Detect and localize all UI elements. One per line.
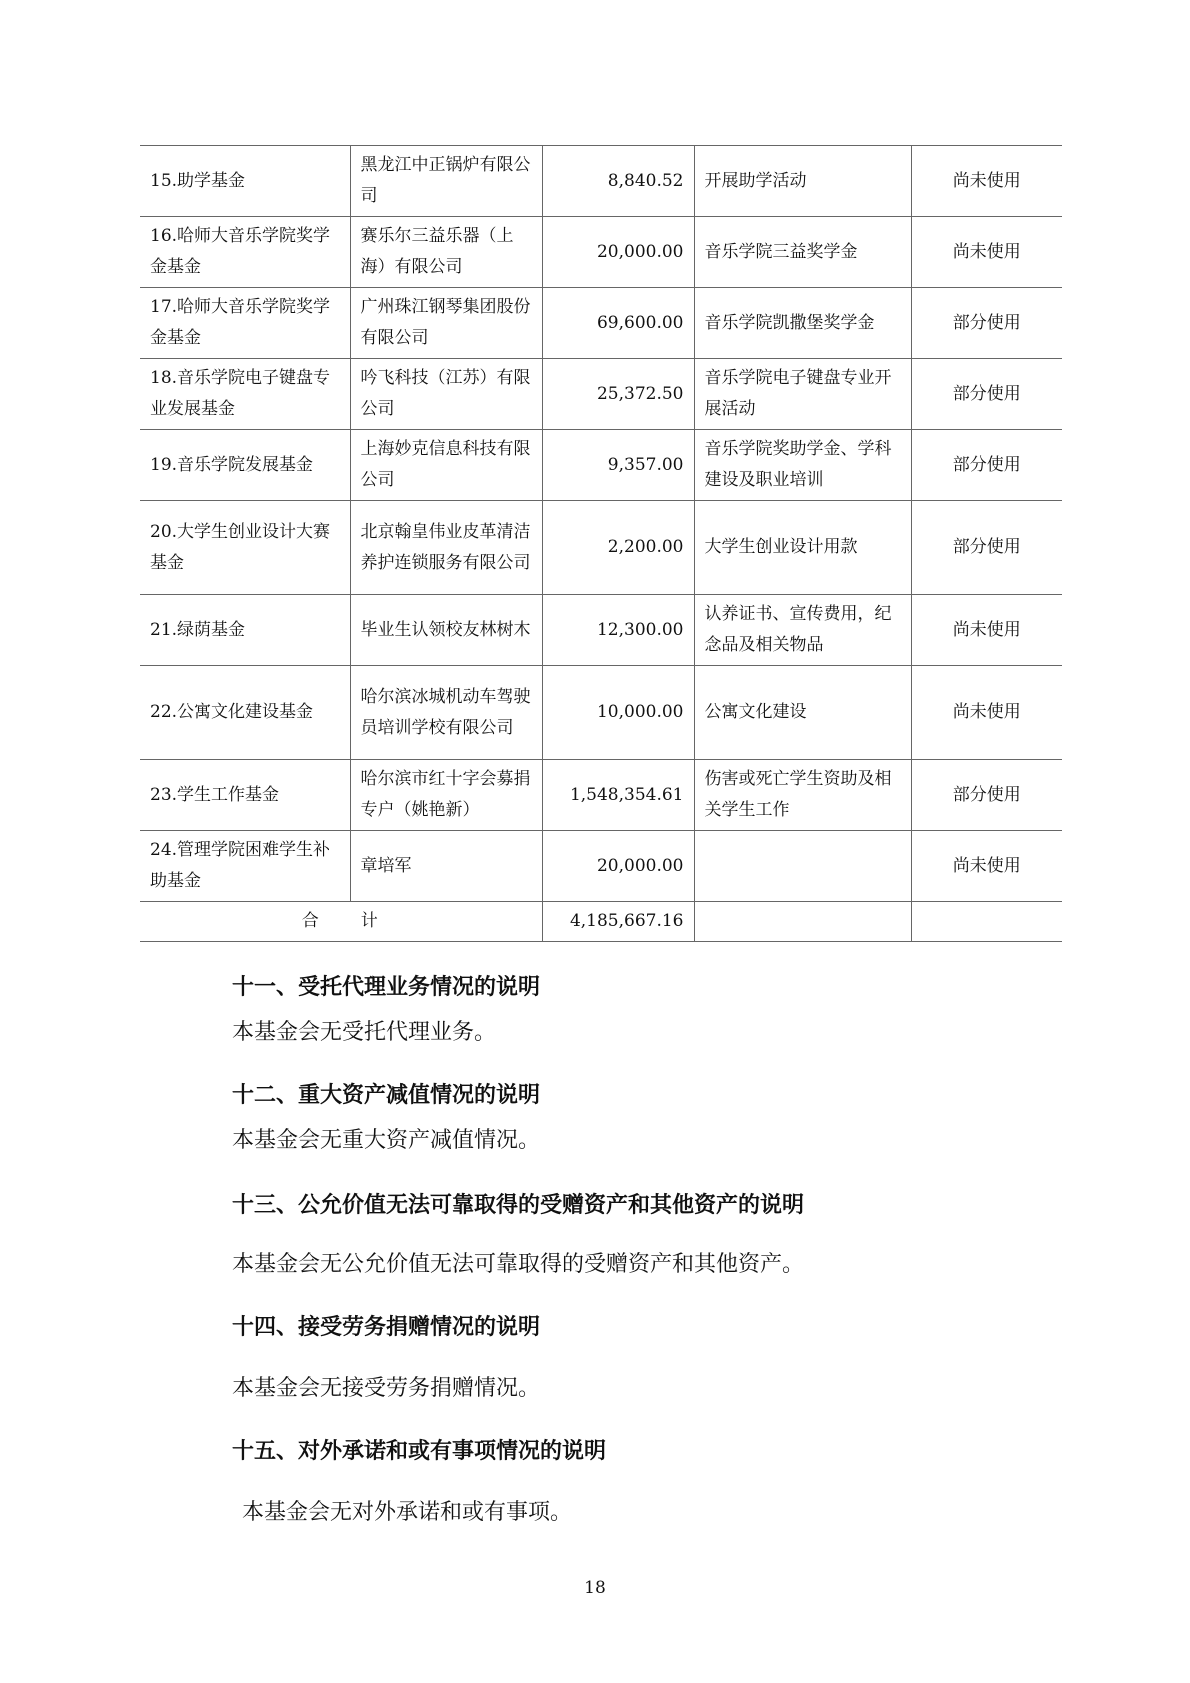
section-body: 本基金会无接受劳务捐赠情况。 — [232, 1376, 541, 1401]
amount: 12,300.00 — [542, 595, 694, 666]
usage-status: 部分使用 — [911, 430, 1062, 501]
purpose: 音乐学院凯撒堡奖学金 — [694, 288, 911, 359]
amount: 8,840.52 — [542, 146, 694, 217]
amount: 2,200.00 — [542, 501, 694, 595]
notes-sections — [232, 972, 1032, 1528]
table-row — [140, 595, 1062, 666]
fund-name: 17.哈师大音乐学院奖学金基金 — [140, 288, 350, 359]
purpose — [694, 831, 911, 902]
section-body: 本基金会无公允价值无法可靠取得的受赠资产和其他资产。 — [232, 1252, 805, 1277]
section-title: 十二、重大资产减值情况的说明 — [232, 1082, 541, 1108]
amount: 20,000.00 — [542, 831, 694, 902]
table-row — [140, 666, 1062, 760]
donor-name: 章培军 — [350, 831, 542, 902]
purpose: 认养证书、宣传费用，纪念品及相关物品 — [694, 595, 911, 666]
total-purpose-empty — [694, 902, 911, 942]
purpose: 开展助学活动 — [694, 146, 911, 217]
table-row — [140, 359, 1062, 430]
fund-name: 20.大学生创业设计大赛基金 — [140, 501, 350, 595]
usage-status: 尚未使用 — [911, 146, 1062, 217]
usage-status: 部分使用 — [911, 288, 1062, 359]
donor-name: 北京翰皇伟业皮革清洁养护连锁服务有限公司 — [350, 501, 542, 595]
purpose: 公寓文化建设 — [694, 666, 911, 760]
fund-name: 24.管理学院困难学生补助基金 — [140, 831, 350, 902]
total-row — [140, 902, 1062, 942]
donor-name: 哈尔滨市红十字会募捐专户（姚艳新） — [350, 760, 542, 831]
table-row — [140, 501, 1062, 595]
fund-name: 19.音乐学院发展基金 — [140, 430, 350, 501]
fund-name: 21.绿荫基金 — [140, 595, 350, 666]
section-body: 本基金会无对外承诺和或有事项。 — [242, 1500, 573, 1525]
fund-name: 18.音乐学院电子键盘专业发展基金 — [140, 359, 350, 430]
section-title: 十五、对外承诺和或有事项情况的说明 — [232, 1438, 607, 1464]
fund-table — [140, 145, 1062, 942]
donor-name: 上海妙克信息科技有限公司 — [350, 430, 542, 501]
table-row — [140, 217, 1062, 288]
donor-name: 吟飞科技（江苏）有限公司 — [350, 359, 542, 430]
fund-name: 16.哈师大音乐学院奖学金基金 — [140, 217, 350, 288]
donor-name: 哈尔滨冰城机动车驾驶员培训学校有限公司 — [350, 666, 542, 760]
table-row — [140, 288, 1062, 359]
section-body: 本基金会无重大资产减值情况。 — [232, 1128, 541, 1153]
section-title: 十一、受托代理业务情况的说明 — [232, 974, 541, 1000]
table-row — [140, 430, 1062, 501]
purpose: 音乐学院三益奖学金 — [694, 217, 911, 288]
donor-name: 毕业生认领校友林树木 — [350, 595, 542, 666]
total-status-empty — [911, 902, 1062, 942]
total-amount: 4,185,667.16 — [542, 902, 694, 942]
usage-status: 部分使用 — [911, 760, 1062, 831]
purpose: 大学生创业设计用款 — [694, 501, 911, 595]
usage-status: 部分使用 — [911, 359, 1062, 430]
amount: 9,357.00 — [542, 430, 694, 501]
amount: 25,372.50 — [542, 359, 694, 430]
section-title: 十四、接受劳务捐赠情况的说明 — [232, 1314, 541, 1340]
usage-status: 尚未使用 — [911, 831, 1062, 902]
page-number: 18 — [584, 1578, 606, 1598]
purpose: 伤害或死亡学生资助及相关学生工作 — [694, 760, 911, 831]
section-title: 十三、公允价值无法可靠取得的受赠资产和其他资产的说明 — [232, 1192, 805, 1218]
usage-status: 尚未使用 — [911, 595, 1062, 666]
total-label: 合 计 — [140, 902, 542, 942]
usage-status: 尚未使用 — [911, 666, 1062, 760]
purpose: 音乐学院电子键盘专业开展活动 — [694, 359, 911, 430]
table-row — [140, 146, 1062, 217]
amount: 20,000.00 — [542, 217, 694, 288]
fund-name: 22.公寓文化建设基金 — [140, 666, 350, 760]
amount: 69,600.00 — [542, 288, 694, 359]
amount: 10,000.00 — [542, 666, 694, 760]
donor-name: 广州珠江钢琴集团股份有限公司 — [350, 288, 542, 359]
donor-name: 赛乐尔三益乐器（上海）有限公司 — [350, 217, 542, 288]
donor-name: 黑龙江中正锅炉有限公司 — [350, 146, 542, 217]
table-row — [140, 831, 1062, 902]
usage-status: 部分使用 — [911, 501, 1062, 595]
section-body: 本基金会无受托代理业务。 — [232, 1020, 497, 1045]
amount: 1,548,354.61 — [542, 760, 694, 831]
usage-status: 尚未使用 — [911, 217, 1062, 288]
table-row — [140, 760, 1062, 831]
fund-name: 15.助学基金 — [140, 146, 350, 217]
purpose: 音乐学院奖助学金、学科建设及职业培训 — [694, 430, 911, 501]
fund-name: 23.学生工作基金 — [140, 760, 350, 831]
